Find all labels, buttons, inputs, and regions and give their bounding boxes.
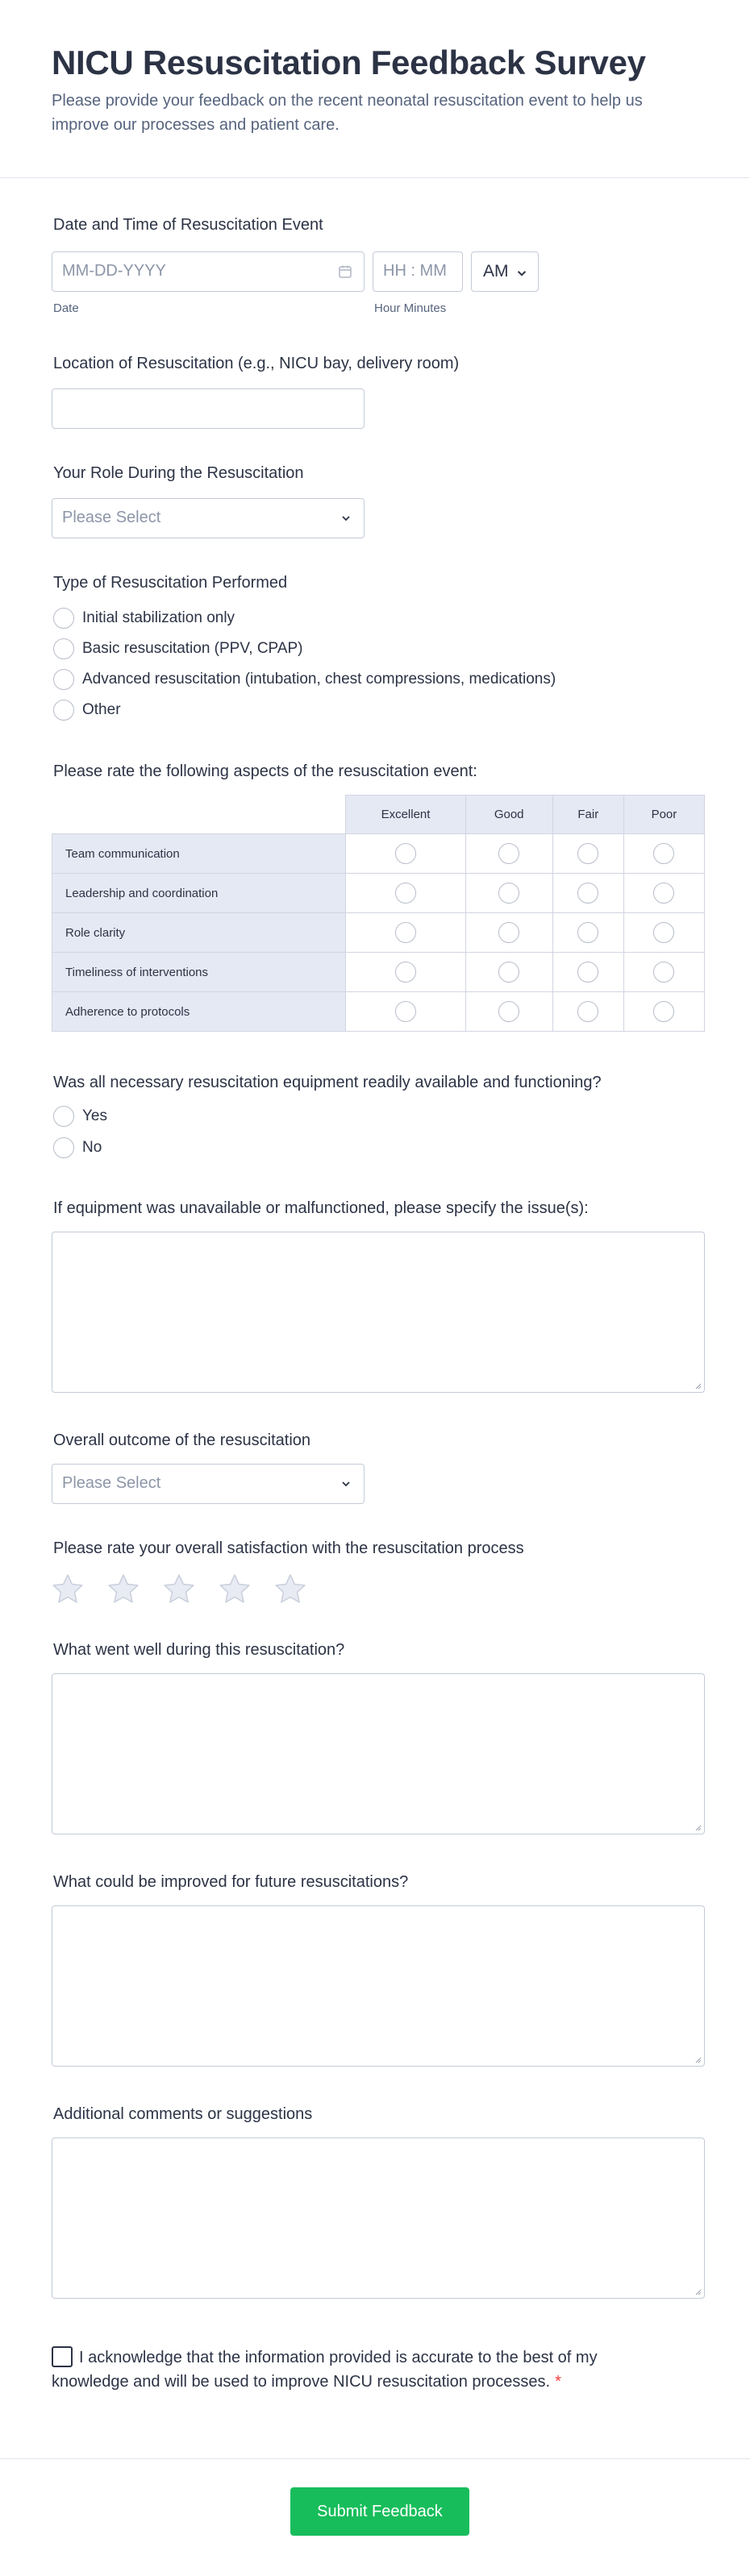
ampm-value: AM — [483, 262, 509, 280]
equipment-issue-textarea[interactable] — [52, 1232, 705, 1393]
radio-button[interactable] — [395, 922, 416, 943]
matrix-cell[interactable] — [346, 874, 465, 913]
equipment-label: Was all necessary resuscitation equipment readily available and functioning? — [53, 1074, 602, 1091]
matrix-cell[interactable] — [623, 953, 704, 992]
radio-button[interactable] — [395, 1001, 416, 1022]
matrix-cell[interactable] — [465, 953, 552, 992]
matrix-cell[interactable] — [465, 834, 552, 874]
radio-button[interactable] — [577, 843, 598, 864]
radio-button[interactable] — [653, 1001, 674, 1022]
matrix-cell[interactable] — [552, 953, 623, 992]
matrix-cell[interactable] — [346, 913, 465, 953]
acknowledge-field — [52, 2345, 632, 2394]
chevron-down-icon — [514, 265, 530, 281]
matrix-cell[interactable] — [552, 834, 623, 874]
date-input[interactable] — [52, 251, 365, 292]
rating-matrix — [52, 795, 705, 1032]
radio-button[interactable] — [653, 922, 674, 943]
acknowledge-checkbox[interactable] — [52, 2346, 73, 2367]
matrix-row-label: Adherence to protocols — [52, 992, 346, 1032]
matrix-cell[interactable] — [346, 834, 465, 874]
satisfaction-label: Please rate your overall satisfaction with the resuscitation process — [53, 1539, 524, 1557]
matrix-row — [52, 834, 705, 874]
went-well-section — [53, 1639, 706, 1664]
location-section — [53, 353, 706, 434]
improve-textarea[interactable] — [52, 1905, 705, 2067]
matrix-row-label: Team communication — [52, 834, 346, 874]
matrix-column-header: Good — [465, 796, 552, 834]
matrix-cell[interactable] — [465, 874, 552, 913]
radio-button[interactable] — [395, 843, 416, 864]
type-label: Type of Resuscitation Performed — [53, 574, 288, 592]
star-icon[interactable] — [161, 1572, 197, 1607]
datetime-section — [53, 214, 706, 319]
matrix-label: Please rate the following aspects of the resuscitation event: — [53, 762, 477, 780]
type-option-label: Advanced resuscitation (intubation, chest compressions, medications) — [82, 671, 556, 688]
radio-button[interactable] — [498, 962, 519, 983]
radio-button[interactable] — [395, 883, 416, 904]
type-option-label: Basic resuscitation (PPV, CPAP) — [82, 640, 303, 657]
matrix-header-row — [52, 796, 705, 834]
equipment-option-label: No — [82, 1139, 102, 1156]
time-sublabel: Hour Minutes — [374, 301, 447, 315]
outcome-section — [53, 1430, 706, 1510]
matrix-cell[interactable] — [346, 953, 465, 992]
radio-button[interactable] — [53, 1137, 74, 1158]
matrix-row — [52, 874, 705, 913]
radio-button[interactable] — [653, 962, 674, 983]
resize-handle-icon[interactable] — [694, 2287, 702, 2296]
star-icon[interactable] — [106, 1572, 141, 1607]
equipment-option[interactable] — [53, 1104, 107, 1128]
type-option[interactable] — [53, 637, 303, 661]
matrix-corner — [52, 796, 346, 834]
matrix-cell[interactable] — [346, 992, 465, 1032]
role-select[interactable] — [52, 498, 365, 538]
radio-button[interactable] — [498, 922, 519, 943]
role-placeholder: Please Select — [62, 509, 161, 526]
type-option-label: Initial stabilization only — [82, 609, 235, 626]
matrix-column-header: Excellent — [346, 796, 465, 834]
matrix-cell[interactable] — [623, 913, 704, 953]
matrix-row — [52, 913, 705, 953]
type-option[interactable] — [53, 698, 121, 722]
radio-button[interactable] — [53, 608, 74, 629]
time-input[interactable] — [373, 251, 463, 292]
outcome-placeholder: Please Select — [62, 1474, 161, 1492]
equipment-issue-label: If equipment was unavailable or malfunctioned, please specify the issue(s): — [53, 1199, 589, 1217]
form-title: NICU Resuscitation Feedback Survey — [52, 44, 646, 81]
resize-handle-icon[interactable] — [694, 1381, 702, 1390]
submit-button[interactable]: Submit Feedback — [290, 2487, 469, 2536]
matrix-cell[interactable] — [552, 874, 623, 913]
comments-section — [53, 2104, 706, 2128]
outcome-select[interactable] — [52, 1464, 365, 1504]
chevron-down-icon — [338, 510, 354, 526]
matrix-cell[interactable] — [465, 992, 552, 1032]
matrix-cell[interactable] — [623, 874, 704, 913]
role-section — [53, 463, 706, 543]
radio-button[interactable] — [53, 669, 74, 690]
radio-button[interactable] — [498, 1001, 519, 1022]
radio-button[interactable] — [53, 700, 74, 721]
improve-label: What could be improved for future resuscitations? — [53, 1873, 409, 1891]
role-label: Your Role During the Resuscitation — [53, 464, 304, 482]
star-icon[interactable] — [50, 1572, 85, 1607]
comments-label: Additional comments or suggestions — [53, 2105, 313, 2123]
equipment-section — [53, 1072, 706, 1169]
equipment-issue-section — [53, 1198, 706, 1222]
location-input[interactable] — [52, 388, 365, 429]
matrix-column-header: Poor — [623, 796, 704, 834]
date-sublabel: Date — [53, 301, 79, 315]
went-well-label: What went well during this resuscitation? — [53, 1641, 345, 1659]
time-placeholder: HH : MM — [383, 262, 447, 280]
form-subtitle: Please provide your feedback on the recent neonatal resuscitation event to help us improve our processes and patient care. — [52, 92, 643, 134]
matrix-section — [53, 761, 706, 785]
equipment-option[interactable] — [53, 1136, 102, 1160]
equipment-option-label: Yes — [82, 1107, 107, 1124]
satisfaction-section — [53, 1538, 706, 1562]
matrix-cell[interactable] — [465, 913, 552, 953]
calendar-icon[interactable] — [338, 264, 352, 279]
chevron-down-icon — [338, 1476, 354, 1492]
matrix-row — [52, 953, 705, 992]
radio-button[interactable] — [53, 1106, 74, 1127]
footer-divider — [0, 2458, 750, 2459]
matrix-cell[interactable] — [623, 992, 704, 1032]
outcome-label: Overall outcome of the resuscitation — [53, 1431, 311, 1449]
acknowledge-text: I acknowledge that the information provided is accurate to the best of my knowledge and will be used to improve NICU resuscitation processes. — [52, 2349, 598, 2391]
matrix-column-header: Fair — [552, 796, 623, 834]
type-section — [53, 572, 706, 733]
resize-handle-icon[interactable] — [694, 1823, 702, 1831]
matrix-row — [52, 992, 705, 1032]
matrix-cell[interactable] — [552, 992, 623, 1032]
date-placeholder: MM-DD-YYYY — [62, 262, 166, 280]
star-icon[interactable] — [273, 1572, 308, 1607]
required-mark: * — [555, 2373, 561, 2391]
radio-button[interactable] — [498, 883, 519, 904]
went-well-textarea[interactable] — [52, 1673, 705, 1834]
radio-button[interactable] — [498, 843, 519, 864]
matrix-row-label: Leadership and coordination — [52, 874, 346, 913]
form-header — [0, 0, 750, 178]
comments-textarea[interactable] — [52, 2138, 705, 2299]
radio-button[interactable] — [577, 1001, 598, 1022]
star-icon[interactable] — [217, 1572, 252, 1607]
type-option[interactable] — [53, 606, 235, 630]
matrix-cell[interactable] — [623, 834, 704, 874]
location-label: Location of Resuscitation (e.g., NICU bay, delivery room) — [53, 355, 460, 372]
datetime-label: Date and Time of Resuscitation Event — [53, 216, 323, 234]
ampm-select[interactable] — [471, 251, 539, 292]
radio-button[interactable] — [577, 962, 598, 983]
radio-button[interactable] — [577, 922, 598, 943]
radio-button[interactable] — [653, 843, 674, 864]
radio-button[interactable] — [395, 962, 416, 983]
resize-handle-icon[interactable] — [694, 2055, 702, 2063]
radio-button[interactable] — [577, 883, 598, 904]
radio-button[interactable] — [653, 883, 674, 904]
radio-button[interactable] — [53, 638, 74, 659]
matrix-cell[interactable] — [552, 913, 623, 953]
improve-section — [53, 1872, 706, 1896]
star-rating[interactable] — [50, 1572, 328, 1607]
type-option-label: Other — [82, 701, 121, 718]
type-option[interactable] — [53, 667, 556, 692]
matrix-row-label: Role clarity — [52, 913, 346, 953]
matrix-row-label: Timeliness of interventions — [52, 953, 346, 992]
